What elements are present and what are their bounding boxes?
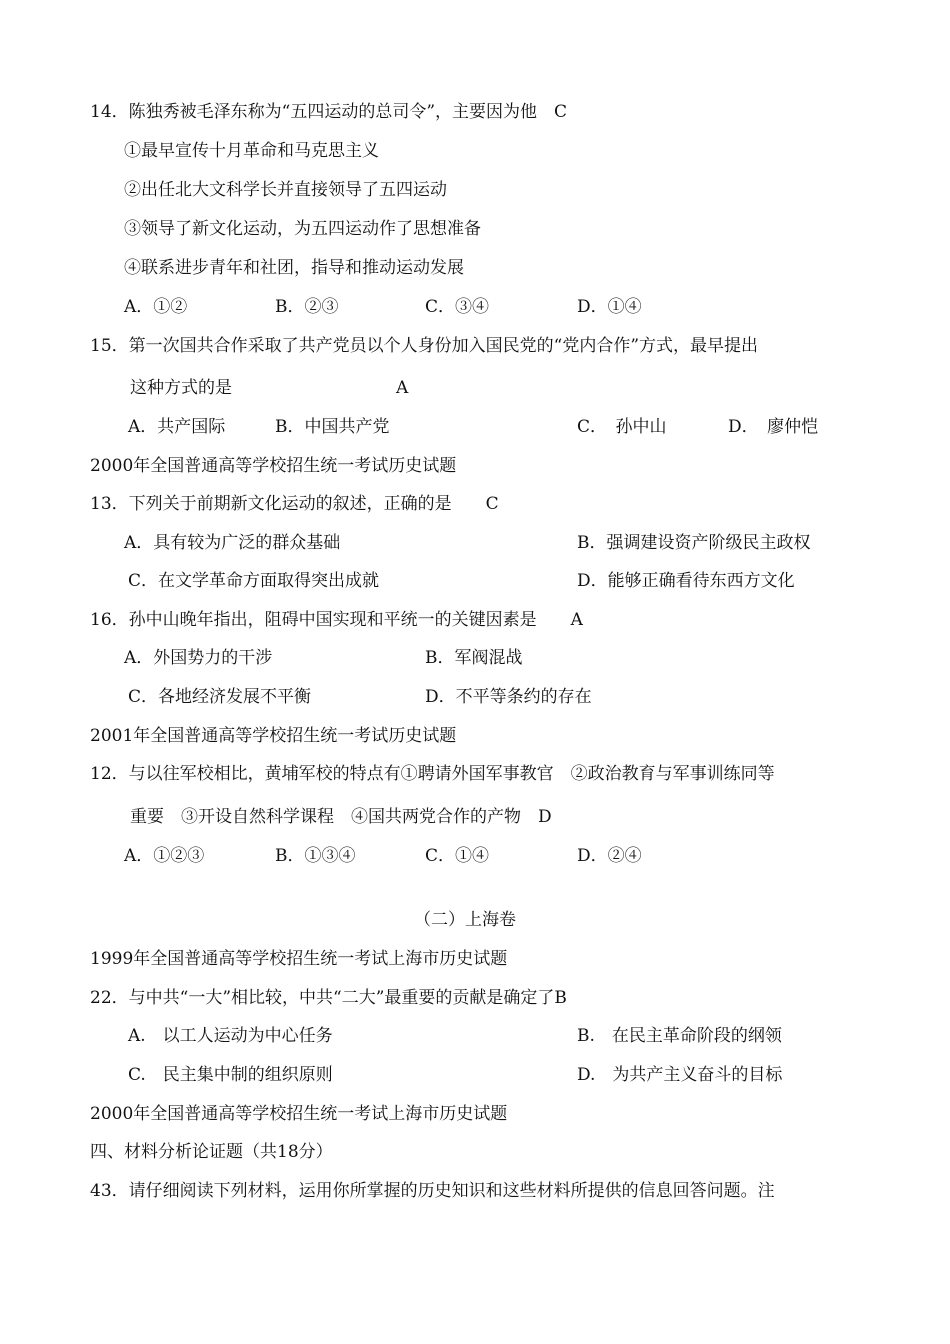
question-12-stem-line-1: 12．与以往军校相比，黄埔军校的特点有①聘请外国军事教官 ②政治教育与军事训练同等 — [90, 764, 775, 784]
question-22-stem: 22．与中共“一大”相比较，中共“二大”最重要的贡献是确定了B — [90, 988, 567, 1008]
question-12-stem-line-2: 重要 ③开设自然科学课程 ④国共两党合作的产物 D — [130, 807, 552, 827]
exam-heading-2001: 2001年全国普通高等学校招生统一考试历史试题 — [90, 726, 457, 746]
question-14-item-3: ③领导了新文化运动，为五四运动作了思想准备 — [124, 219, 481, 239]
question-14-item-1: ①最早宣传十月革命和马克思主义 — [124, 141, 379, 161]
question-15-stem-line-1: 15．第一次国共合作采取了共产党员以个人身份加入国民党的“党内合作”方式，最早提出 — [90, 336, 759, 356]
question-14-option-b: B．②③ — [275, 297, 339, 317]
question-14-stem: 14．陈独秀被毛泽东称为“五四运动的总司令”，主要因为他 C — [90, 102, 568, 122]
question-16-option-b: B．军阀混战 — [425, 648, 523, 668]
question-22-option-d: D. 为共产主义奋斗的目标 — [577, 1065, 783, 1085]
question-13-option-c: C．在文学革命方面取得突出成就 — [128, 571, 380, 591]
question-15-option-c: C． 孙中山 — [577, 417, 667, 437]
question-13-option-b: B．强调建设资产阶级民主政权 — [577, 533, 811, 553]
question-12-option-a: A．①②③ — [124, 846, 205, 866]
section-title: （二）上海卷 — [414, 910, 516, 930]
question-13-option-d: D．能够正确看待东西方文化 — [577, 571, 795, 591]
question-14-option-c: C．③④ — [425, 297, 490, 317]
exam-heading-2000: 2000年全国普通高等学校招生统一考试历史试题 — [90, 456, 457, 476]
question-22-option-a: A. 以工人运动为中心任务 — [128, 1026, 333, 1046]
exam-heading-shanghai-1999: 1999年全国普通高等学校招生统一考试上海市历史试题 — [90, 949, 508, 969]
question-43-stem: 43．请仔细阅读下列材料，运用你所掌握的历史知识和这些材料所提供的信息回答问题。注 — [90, 1181, 775, 1201]
question-16-option-a: A．外国势力的干涉 — [124, 648, 273, 668]
question-15-stem-line-2: 这种方式的是 — [130, 378, 232, 398]
question-13-option-a: A．具有较为广泛的群众基础 — [124, 533, 341, 553]
question-22-option-c: C. 民主集中制的组织原则 — [128, 1065, 333, 1085]
question-15-answer: A — [396, 378, 409, 398]
question-15-option-a: A．共产国际 — [128, 417, 226, 437]
question-14-option-a: A．①② — [124, 297, 188, 317]
question-14-item-2: ②出任北大文科学长并直接领导了五四运动 — [124, 180, 447, 200]
question-22-option-b: B. 在民主革命阶段的纲领 — [577, 1026, 782, 1046]
question-16-stem: 16．孙中山晚年指出，阻碍中国实现和平统一的关键因素是 A — [90, 610, 583, 630]
question-12-option-d: D．②④ — [577, 846, 642, 866]
exam-heading-shanghai-2000: 2000年全国普通高等学校招生统一考试上海市历史试题 — [90, 1104, 508, 1124]
question-14-option-d: D．①④ — [577, 297, 642, 317]
part-4-heading: 四、材料分析论证题（共18分） — [90, 1142, 333, 1162]
question-15-option-b: B．中国共产党 — [275, 417, 390, 437]
question-16-option-c: C．各地经济发展不平衡 — [128, 687, 312, 707]
question-15-option-d: D． 廖仲恺 — [728, 417, 819, 437]
question-14-item-4: ④联系进步青年和社团，指导和推动运动发展 — [124, 258, 464, 278]
question-13-stem: 13．下列关于前期新文化运动的叙述，正确的是 C — [90, 494, 499, 514]
question-16-option-d: D．不平等条约的存在 — [425, 687, 592, 707]
question-12-option-c: C．①④ — [425, 846, 490, 866]
question-12-option-b: B．①③④ — [275, 846, 356, 866]
